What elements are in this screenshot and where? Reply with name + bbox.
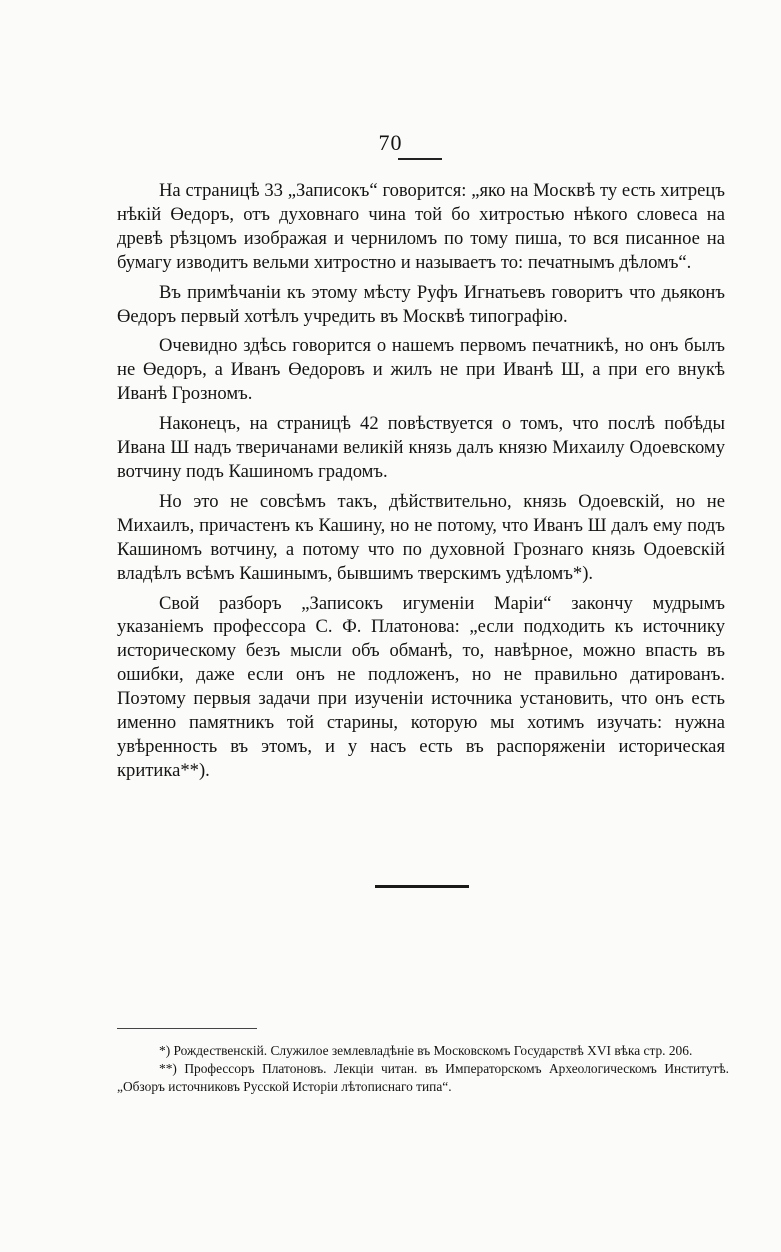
section-divider: [375, 885, 469, 888]
paragraph: Очевидно здѣсь говорится о нашемъ первомъ печатникѣ, но онъ былъ не Өедоръ, а Иванъ Өедоровъ и жилъ не при Иванѣ Ш, а при его внукѣ Иванѣ Грозномъ.: [117, 335, 725, 405]
paragraph: Наконецъ, на страницѣ 42 повѣствуется о томъ, что послѣ побѣды Ивана Ш надъ тверичанами великій князь далъ князю Михаилу Одоевскому вотчину подъ Кашиномъ градомъ.: [117, 413, 725, 482]
paragraph: Въ примѣчаніи къ этому мѣсту Руфъ Игнатьевъ говоритъ что дьяконъ Өедоръ первый хотѣлъ учредить въ Москвѣ типографію.: [117, 281, 725, 327]
footnote: *) Рождественскій. Служилое землевладѣніе въ Московскомъ Государствѣ XVI вѣка стр. 206.: [159, 1043, 693, 1058]
footnote-divider: [117, 1028, 257, 1029]
body-text: [117, 179, 725, 783]
footnotes: [117, 1042, 729, 1096]
paragraph: Свой разборъ „Записокъ игуменіи Маріи“ закончу мудрымъ указаніемъ профессора С. Ф. Платонова: „если подходить къ источнику историческому безъ мысли объ обманѣ, то, навѣрное, можно впасть въ ошибки, даже если онъ не подложенъ, но не правильно датированъ. Поэтому первыя задачи при изученіи источника установить, что онъ есть именно памятникъ той старины, которую мы хотимъ изучать: нужна увѣренность въ этомъ, и у насъ есть въ распоряженіи историческая критика**).: [117, 592, 725, 781]
page-number-underline: [398, 158, 442, 160]
page-number: 70: [378, 130, 403, 155]
paragraph: Но это не совсѣмъ такъ, дѣйствительно, князь Одоевскій, но не Михаилъ, причастенъ къ Кашину, но не потому, что Иванъ Ш далъ ему подъ Кашиномъ вотчину, а потому что по духовной Грознаго князь Одоевскій владѣлъ всѣмъ Кашинымъ, бывшимъ тверскимъ удѣломъ*).: [117, 490, 725, 584]
footnote: **) Профессоръ Платоновъ. Лекціи читан. въ Императорскомъ Археологическомъ Институтѣ. „Обзоръ источниковъ Русской Исторіи лѣтописнаго типа“.: [117, 1061, 729, 1094]
paragraph: На страницѣ 33 „Записокъ“ говорится: „яко на Москвѣ ту есть хитрецъ нѣкій Өедоръ, отъ духовнаго чина той бо хитростью нѣкого словеса на древѣ рѣзцомъ изображая и черниломъ по тому пиша, то вся писанное на бумагу изводитъ вельми хитростно и называетъ то: печатнымъ дѣломъ“.: [117, 180, 725, 273]
